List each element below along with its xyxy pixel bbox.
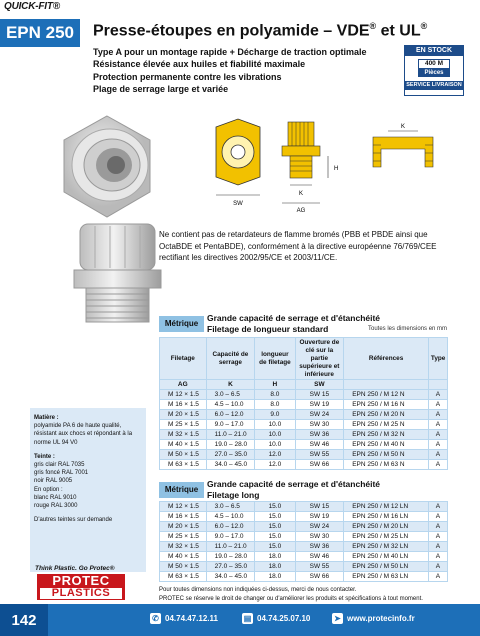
section1-line2: Filetage de longueur standard	[207, 324, 329, 334]
table-cell: 34.0 – 45.0	[206, 572, 255, 582]
table-cell: M 25 × 1.5	[160, 532, 207, 542]
table-row	[160, 572, 448, 582]
col-capacite: Capacité de serrage	[206, 338, 255, 380]
table-cell: 9.0 – 17.0	[206, 532, 255, 542]
fax-contact[interactable]	[242, 613, 310, 624]
table-cell: SW 46	[295, 440, 344, 450]
col-k: K	[206, 380, 255, 390]
table-cell: M 16 × 1.5	[160, 400, 207, 410]
table-cell: 18.0	[255, 552, 295, 562]
table-cell: A	[428, 532, 447, 542]
table-cell: 27.0 – 35.0	[206, 562, 255, 572]
table-cell: 19.0 – 28.0	[206, 440, 255, 450]
table-cell: A	[428, 542, 447, 552]
table-row	[160, 512, 448, 522]
table-cell: M 25 × 1.5	[160, 420, 207, 430]
table-cell: M 12 × 1.5	[160, 502, 207, 512]
table-cell: 9.0 – 17.0	[206, 420, 255, 430]
table-cell: 4.5 – 10.0	[206, 400, 255, 410]
table-cell: 15.0	[255, 522, 295, 532]
table-cell: EPN 250 / M 25 N	[344, 420, 429, 430]
table-cell: 11.0 – 21.0	[206, 430, 255, 440]
feature-item: Protection permanente contre les vibrations	[93, 71, 282, 82]
color-item: gris clair RAL 7035	[34, 462, 85, 469]
section1-line1: Grande capacité de serrage et d'étanchéité	[207, 313, 381, 323]
table-cell: 8.0	[255, 400, 295, 410]
table-cell: EPN 250 / M 25 LN	[344, 532, 429, 542]
table-cell: M 20 × 1.5	[160, 410, 207, 420]
table-cell: M 20 × 1.5	[160, 522, 207, 532]
brand-tagline: Think Plastic. Go Protec®	[35, 565, 115, 572]
table-row	[160, 410, 448, 420]
table-cell: 11.0 – 21.0	[206, 542, 255, 552]
table-cell: EPN 250 / M 32 LN	[344, 542, 429, 552]
table-cell: A	[428, 502, 447, 512]
col-type: Type	[428, 338, 447, 380]
table-cell: 15.0	[255, 542, 295, 552]
technical-drawing	[188, 117, 458, 217]
material-heading: Matière :	[34, 415, 59, 421]
quick-fit-tag	[0, 0, 80, 17]
color-item: En option :	[34, 486, 63, 493]
table-cell: EPN 250 / M 40 LN	[344, 552, 429, 562]
table-cell: M 12 × 1.5	[160, 390, 207, 400]
table-cell: SW 66	[295, 460, 344, 470]
feature-item: Type A pour un montage rapide + Décharge de traction optimale	[93, 47, 367, 57]
feature-item: Plage de serrage large et variée	[93, 84, 229, 95]
table-row	[160, 450, 448, 460]
table-cell: M 16 × 1.5	[160, 512, 207, 522]
table-row	[160, 400, 448, 410]
table-cell: SW 19	[295, 400, 344, 410]
col-filetage: Filetage	[160, 338, 207, 380]
dim-k-mid: K	[298, 191, 304, 197]
section1-badge: Métrique	[159, 316, 204, 332]
table-cell: EPN 250 / M 20 N	[344, 410, 429, 420]
phone-icon: ✆	[150, 613, 161, 624]
table-cell: A	[428, 410, 447, 420]
table-row	[160, 390, 448, 400]
page-title	[93, 21, 427, 40]
table-cell: A	[428, 460, 447, 470]
table-cell: 10.0	[255, 430, 295, 440]
material-info-box	[30, 408, 146, 572]
section2-line1: Grande capacité de serrage et d'étanchéité	[207, 479, 381, 489]
stock-unit: Pièces	[418, 69, 450, 77]
table-cell: 19.0 – 28.0	[206, 552, 255, 562]
section2-badge: Métrique	[159, 482, 204, 498]
col-sw: SW	[295, 380, 344, 390]
table-cell: M 50 × 1.5	[160, 450, 207, 460]
table-row	[160, 562, 448, 572]
footnotes	[159, 586, 423, 603]
table-cell: EPN 250 / M 63 N	[344, 460, 429, 470]
color-heading: Teinte :	[34, 453, 55, 460]
stock-badge	[404, 45, 464, 96]
table-cell: A	[428, 390, 447, 400]
table-cell: 18.0	[255, 562, 295, 572]
footnote: PROTEC se réserve le droit de changer ou d'améliorer les produits et spécifications à tout moment.	[159, 595, 423, 602]
color-item: noir RAL 9005	[34, 478, 73, 485]
col-ouverture: Ouverture de clé sur la partie supérieure et inférieure	[295, 338, 344, 380]
feature-list	[93, 46, 366, 96]
table-cell: 15.0	[255, 532, 295, 542]
table-cell: A	[428, 430, 447, 440]
product-code-badge: EPN 250	[0, 19, 80, 47]
table-row	[160, 552, 448, 562]
title-main: Presse-étoupes en polyamide – VDE	[93, 22, 370, 40]
table-cell: A	[428, 512, 447, 522]
table-cell: SW 46	[295, 552, 344, 562]
table-cell: 6.0 – 12.0	[206, 522, 255, 532]
table-cell: M 40 × 1.5	[160, 552, 207, 562]
table-cell: 15.0	[255, 502, 295, 512]
table-cell: A	[428, 440, 447, 450]
table-cell: SW 24	[295, 410, 344, 420]
table-row	[160, 542, 448, 552]
fax-number: 04.74.25.07.10	[257, 614, 311, 623]
table-row	[160, 440, 448, 450]
dim-ag: AG	[296, 208, 306, 214]
section2-line2: Filetage long	[207, 490, 260, 500]
quick-fit-label: QUICK-FIT®	[4, 1, 60, 12]
table-cell: A	[428, 572, 447, 582]
fax-icon: ▤	[243, 614, 252, 623]
table-cell: EPN 250 / M 50 N	[344, 450, 429, 460]
table-row	[160, 420, 448, 430]
gland-photo-side-view	[70, 222, 165, 327]
table-cell: EPN 250 / M 32 N	[344, 430, 429, 440]
table-cell: SW 30	[295, 532, 344, 542]
table-cell: 10.0	[255, 420, 295, 430]
color-item: rouge RAL 3000	[34, 503, 78, 510]
table-cell: SW 19	[295, 512, 344, 522]
table-cell: EPN 250 / M 12 LN	[344, 502, 429, 512]
phone-number: 04.74.47.12.11	[165, 614, 218, 623]
other-colors-note: D'autres teintes sur demande	[34, 517, 113, 524]
table-cell: M 40 × 1.5	[160, 440, 207, 450]
table-row	[160, 532, 448, 542]
table-cell: EPN 250 / M 16 LN	[344, 512, 429, 522]
table-cell: 15.0	[255, 512, 295, 522]
title-reg-mark-2: ®	[420, 21, 428, 31]
table-cell: 27.0 – 35.0	[206, 450, 255, 460]
table-cell: EPN 250 / M 63 LN	[344, 572, 429, 582]
table-cell: 8.0	[255, 390, 295, 400]
table-cell: A	[428, 420, 447, 430]
color-item: blanc RAL 9010	[34, 494, 77, 501]
table-cell: SW 36	[295, 430, 344, 440]
table-cell: 3.0 – 6.5	[206, 502, 255, 512]
title-reg-mark-1: ®	[369, 21, 377, 31]
website-link[interactable]	[332, 613, 415, 624]
table-cell: SW 66	[295, 572, 344, 582]
table-standard-thread	[159, 337, 448, 470]
table-cell: SW 55	[295, 450, 344, 460]
title-mid: et UL	[376, 22, 421, 40]
col-references: Références	[344, 338, 429, 380]
cursor-icon: ➤	[332, 613, 343, 624]
table-cell: EPN 250 / M 20 LN	[344, 522, 429, 532]
table-cell: 6.0 – 12.0	[206, 410, 255, 420]
logo-line2: PLASTICS	[40, 588, 122, 599]
table-cell: 10.0	[255, 440, 295, 450]
dim-h: H	[334, 166, 339, 172]
table-cell: EPN 250 / M 16 N	[344, 400, 429, 410]
feature-item: Résistance élevée aux huiles et fiabilité maximale	[93, 59, 306, 70]
table-cell: M 63 × 1.5	[160, 572, 207, 582]
section1-heading	[207, 313, 380, 335]
dim-k-right: K	[400, 124, 406, 130]
table-cell: M 63 × 1.5	[160, 460, 207, 470]
dim-sw-left: SW	[233, 201, 243, 207]
table-row	[160, 522, 448, 532]
table-cell: 9.0	[255, 410, 295, 420]
table-cell: SW 30	[295, 420, 344, 430]
table-cell: A	[428, 450, 447, 460]
flame-retardant-note: Ne contient pas de retardateurs de flamme bromés (PBB et PBDE ainsi que OctaBDE et PentaBDE), conformément à la directive européenne 76/769/CEE rectifiant les directives 2002/95/CE et 2003/11/CE.	[159, 230, 437, 262]
table-cell: 34.0 – 45.0	[206, 460, 255, 470]
stock-title: EN STOCK	[405, 46, 463, 56]
protec-logo	[37, 574, 125, 600]
section2-heading	[207, 479, 380, 501]
gland-photo-top-view	[50, 110, 165, 225]
col-longueur: longueur de filetage	[255, 338, 295, 380]
color-item: gris foncé RAL 7001	[34, 470, 89, 477]
col-h: H	[255, 380, 295, 390]
material-text: polyamide PA 6 de haute qualité, résistant aux chocs et répondant à la norme UL 94 V0	[34, 423, 133, 446]
table-cell: M 32 × 1.5	[160, 542, 207, 552]
table-cell: EPN 250 / M 12 N	[344, 390, 429, 400]
dimensions-note: Toutes les dimensions en mm	[368, 326, 448, 332]
table-row	[160, 460, 448, 470]
table-cell: SW 15	[295, 502, 344, 512]
table-cell: A	[428, 562, 447, 572]
table-cell: SW 24	[295, 522, 344, 532]
table-cell: 12.0	[255, 450, 295, 460]
phone-contact[interactable]	[150, 613, 218, 624]
col-empty	[344, 380, 429, 390]
table-row	[160, 430, 448, 440]
table-long-thread	[159, 501, 448, 582]
table-cell: EPN 250 / M 50 LN	[344, 562, 429, 572]
table-cell: 12.0	[255, 460, 295, 470]
table-cell: 18.0	[255, 572, 295, 582]
table-cell: M 50 × 1.5	[160, 562, 207, 572]
table-cell: SW 15	[295, 390, 344, 400]
logo-line1: PROTEC	[52, 573, 110, 588]
table-cell: 3.0 – 6.5	[206, 390, 255, 400]
col-empty	[428, 380, 447, 390]
table-cell: SW 55	[295, 562, 344, 572]
table-cell: A	[428, 552, 447, 562]
col-ag: AG	[160, 380, 207, 390]
website-url: www.protecinfo.fr	[347, 614, 415, 623]
table-cell: M 32 × 1.5	[160, 430, 207, 440]
table-cell: SW 36	[295, 542, 344, 552]
table-row	[160, 502, 448, 512]
table-cell: A	[428, 522, 447, 532]
table-cell: A	[428, 400, 447, 410]
table-cell: EPN 250 / M 40 N	[344, 440, 429, 450]
stock-qty: 400 M	[418, 59, 450, 69]
table-cell: 4.5 – 10.0	[206, 512, 255, 522]
stock-service: SERVICE LIVRAISON	[406, 82, 462, 88]
page-number: 142	[0, 604, 48, 636]
footnote: Pour toutes dimensions non indiquées ci-dessus, merci de nous contacter.	[159, 587, 357, 593]
